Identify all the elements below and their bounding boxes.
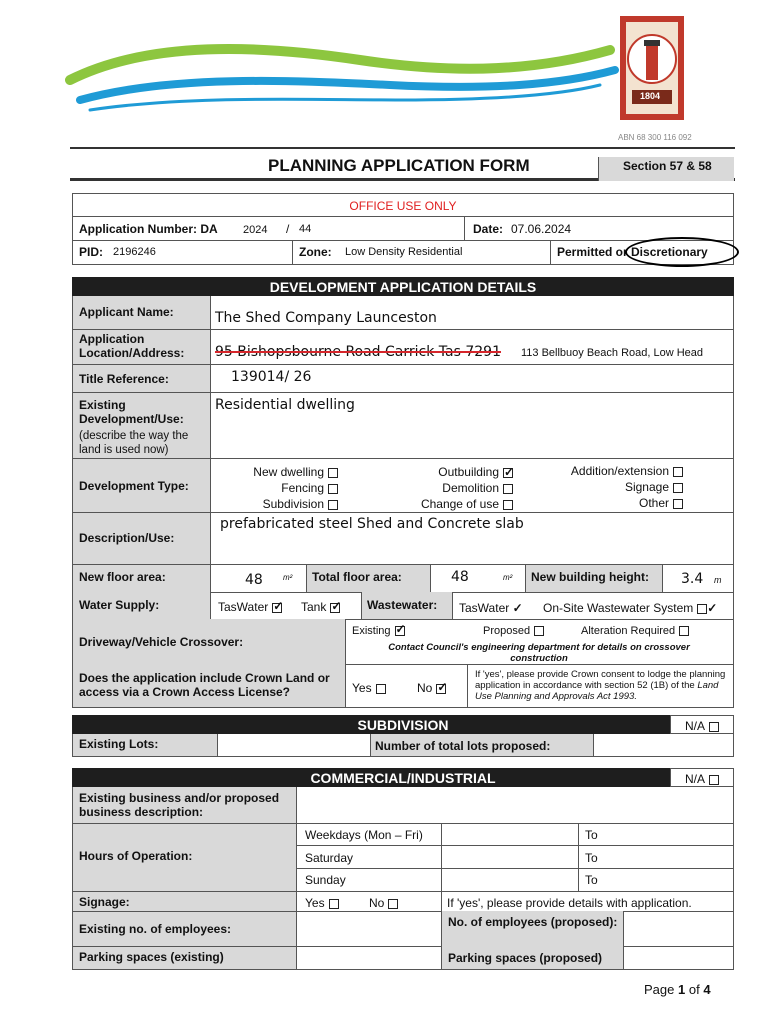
hours-sunday: Sunday (305, 873, 346, 887)
crown-no[interactable]: No✓ (417, 681, 446, 695)
floor-unit: m² (283, 573, 293, 582)
drive-existing[interactable]: Existing✓ (352, 625, 405, 637)
sub-heading (72, 715, 734, 734)
permitted-label: Permitted or Discretionary (557, 245, 708, 259)
crown-note: If 'yes', please provide Crown consent to lodge the planning application in accordance with section 52 (1B) of the Land Use Planning and Approvals Act 1993. (475, 669, 726, 702)
signage-no[interactable]: No (369, 896, 398, 910)
applicant-label: Applicant Name: (79, 305, 174, 319)
date-value[interactable]: 07.06.2024 (511, 222, 572, 236)
desc-label: Description/Use: (79, 531, 175, 545)
signage-note: If 'yes', please provide details with application. (447, 896, 692, 910)
title-ref-label: Title Reference: (79, 372, 169, 386)
floor-value[interactable]: 48 (245, 572, 263, 588)
waste-taswater[interactable]: TasWater ✓ (459, 601, 523, 615)
height-label: New building height: (525, 565, 663, 592)
zone-label: Zone: (299, 245, 332, 259)
existing-value[interactable]: Residential dwelling (215, 397, 355, 413)
business-label: Existing business and/or proposed business description: (79, 791, 280, 819)
app-sep: / (286, 222, 290, 236)
dev-heading: DEVELOPMENT APPLICATION DETAILS (72, 277, 734, 296)
page-title: PLANNING APPLICATION FORM (268, 156, 530, 175)
devtype-other[interactable]: Other (543, 495, 683, 511)
dev-section (72, 296, 734, 708)
devtype-new-dwelling[interactable]: New dwelling (238, 464, 338, 480)
crown-label: Does the application include Crown Land or access via a Crown Access License? (79, 671, 330, 699)
com-heading-text: COMMERCIAL/INDUSTRIAL (310, 770, 496, 786)
section-label: Section 57 & 58 (598, 157, 734, 181)
com-na[interactable]: N/A (670, 768, 734, 787)
water-label: Water Supply: (79, 598, 160, 612)
devtype-fencing[interactable]: Fencing (238, 480, 338, 496)
location-label: Application Location/Address: (79, 332, 185, 360)
devtype-label: Development Type: (79, 479, 189, 493)
hours-to-2: To (585, 851, 598, 865)
total-value[interactable]: 48 (451, 569, 469, 585)
park-label: Parking spaces (existing) (79, 950, 224, 964)
sub-heading-text: SUBDIVISION (357, 717, 449, 733)
crown-yes[interactable]: Yes (352, 681, 386, 695)
devtype-change-of-use[interactable]: Change of use (393, 496, 513, 512)
sub-na[interactable]: N/A (670, 715, 734, 734)
office-use-section (72, 193, 734, 265)
council-seal (618, 14, 690, 126)
devtype-subdivision[interactable]: Subdivision (238, 496, 338, 512)
devtype-signage[interactable]: Signage (543, 479, 683, 495)
water-taswater[interactable]: TasWater✓ (218, 600, 282, 614)
pid-value[interactable]: 2196246 (113, 246, 156, 258)
devtype-demolition[interactable]: Demolition (393, 480, 513, 496)
sub-total-input[interactable] (594, 734, 733, 756)
water-tank[interactable]: Tank✓ (301, 600, 340, 614)
existing-sub: (describe the way the land is used now) (79, 430, 189, 456)
page-number: Page 1 of 4 (644, 982, 711, 997)
drive-alteration[interactable]: Alteration Required (581, 625, 689, 637)
signage-label: Signage: (79, 895, 130, 909)
sub-total-label: Number of total lots proposed: (370, 734, 594, 756)
devtype-outbuilding[interactable]: Outbuilding✓ (393, 464, 513, 480)
title-ref-value[interactable]: 139014/ 26 (231, 369, 312, 385)
hours-to-3: To (585, 873, 598, 887)
height-unit: m (714, 575, 722, 585)
drive-proposed[interactable]: Proposed (483, 625, 544, 637)
drive-note: Contact Council's engineering department for details on crossover construction (388, 642, 690, 664)
applicant-value[interactable]: The Shed Company Launceston (215, 310, 437, 326)
app-num[interactable]: 44 (299, 223, 312, 235)
devtype-addition[interactable]: Addition/extension (543, 463, 683, 479)
wave-logo (60, 30, 620, 120)
emp-prop-label: No. of employees (proposed): (441, 911, 624, 946)
desc-value[interactable]: prefabricated steel Shed and Concrete slab (220, 516, 524, 532)
abn-text: ABN 68 300 116 092 (618, 133, 692, 142)
existing-label: Existing Development/Use: (79, 398, 184, 426)
emp-label: Existing no. of employees: (79, 922, 232, 936)
app-number-label: Application Number: DA (79, 222, 218, 236)
office-use-heading: OFFICE USE ONLY (73, 194, 733, 217)
location-struck: 95 Bishopsbourne Road Carrick Tas 7291 (215, 344, 501, 360)
com-heading (72, 768, 734, 787)
total-unit: m² (503, 573, 513, 582)
park-prop-label: Parking spaces (proposed) (441, 946, 624, 969)
hours-saturday: Saturday (305, 851, 354, 865)
seal-year: 1804 (640, 91, 661, 101)
hours-label: Hours of Operation: (79, 849, 193, 863)
zone-value[interactable]: Low Density Residential (345, 246, 463, 258)
hours-weekdays: Weekdays (Mon – Fri) (305, 828, 423, 842)
com-section (72, 787, 734, 970)
discretionary-circle (625, 237, 739, 267)
app-year[interactable]: 2024 (243, 224, 268, 236)
waste-onsite[interactable]: On-Site Wastewater System ✓ (543, 601, 718, 615)
hours-to-1: To (585, 828, 598, 842)
pid-label: PID: (79, 245, 103, 259)
location-value[interactable]: 113 Bellbuoy Beach Road, Low Head (521, 347, 704, 359)
sub-section (72, 734, 734, 757)
height-value[interactable]: 3.4 (681, 571, 704, 587)
waste-label: Wastewater: (361, 592, 453, 619)
floor-label: New floor area: (79, 570, 166, 584)
title-bar (70, 147, 735, 181)
sub-existing-label: Existing Lots: (73, 734, 218, 756)
signage-yes[interactable]: Yes (305, 896, 339, 910)
total-label: Total floor area: (306, 565, 431, 592)
sub-existing-input[interactable] (218, 734, 370, 756)
drive-label: Driveway/Vehicle Crossover: (79, 635, 244, 649)
date-label: Date: (473, 222, 504, 236)
